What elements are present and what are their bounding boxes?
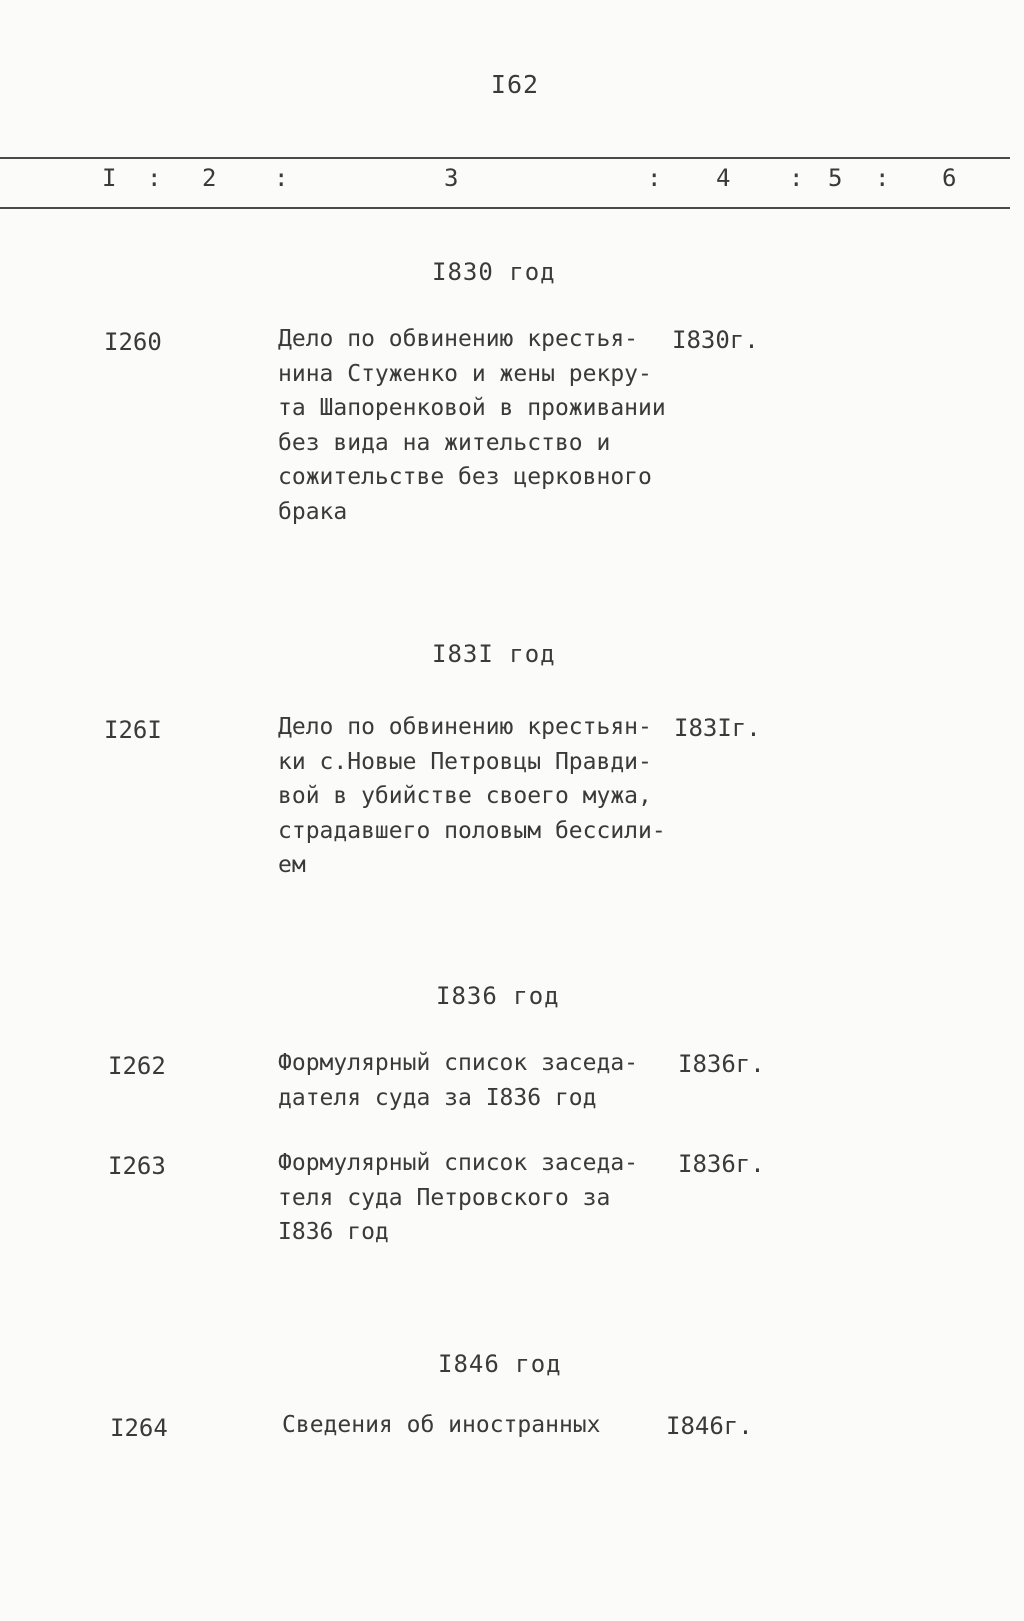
table-top-rule	[0, 157, 1010, 159]
entry-number: I262	[108, 1052, 166, 1080]
year-heading: I83I год	[432, 640, 556, 668]
column-header-separator: :	[147, 164, 162, 192]
entry-date: I836г.	[678, 1150, 765, 1178]
entry-date: I83Iг.	[674, 714, 761, 742]
page-number: I62	[490, 70, 540, 99]
column-header-1: I	[102, 164, 117, 192]
entry-number: I260	[104, 328, 162, 356]
year-heading: I846 год	[438, 1350, 562, 1378]
column-header-2: 2	[202, 164, 217, 192]
column-header-separator: :	[647, 164, 662, 192]
column-header-4: 4	[716, 164, 731, 192]
entry-number: I263	[108, 1152, 166, 1180]
entry-number: I26I	[104, 716, 162, 744]
entry-date: I846г.	[666, 1412, 753, 1440]
column-header-separator: :	[274, 164, 289, 192]
column-header-5: 5	[828, 164, 843, 192]
column-header-3: 3	[444, 164, 459, 192]
entry-description: Формулярный список заседа- теля суда Петровского за I836 год	[278, 1150, 639, 1245]
entry-date: I836г.	[678, 1050, 765, 1078]
column-header-6: 6	[942, 164, 957, 192]
table-header-bottom-rule	[0, 207, 1010, 209]
year-heading: I830 год	[432, 258, 556, 286]
year-heading: I836 год	[436, 982, 560, 1010]
entry-description: Дело по обвинению крестья- нина Стуженко и жены рекру- та Шапоренковой в проживании без вида на жительство и сожительстве без церковного брака	[278, 326, 666, 525]
entry-number: I264	[110, 1414, 168, 1442]
column-header-separator: :	[789, 164, 804, 192]
entry-date: I830г.	[672, 326, 759, 354]
entry-description: Дело по обвинению крестьян- ки с.Новые Петровцы Правди- вой в убийстве своего мужа, страдавшего половым бессили- ем	[278, 714, 666, 878]
entry-description: Формулярный список заседа- дателя суда за I836 год	[278, 1050, 639, 1111]
entry-description: Сведения об иностранных	[282, 1412, 601, 1438]
column-header-separator: :	[875, 164, 890, 192]
